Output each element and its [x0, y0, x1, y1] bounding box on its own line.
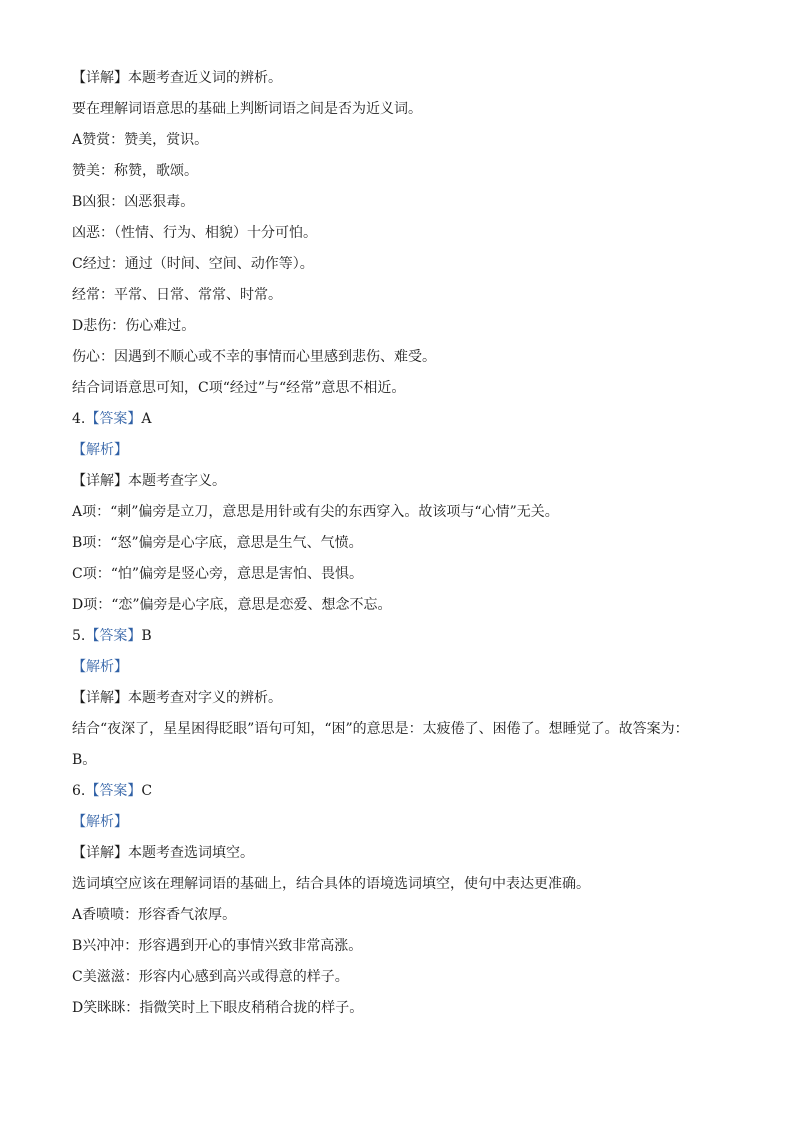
body-line: B兴冲冲：形容遇到开心的事情兴致非常高涨。: [72, 938, 363, 954]
detail-heading: 【详解】本题考查对字义的辨析。: [72, 690, 282, 706]
body-line: 结合“夜深了，星星困得眨眼”语句可知，“困”的意思是：太疲倦了、困倦了。想睡觉了。故答案为：: [72, 721, 689, 737]
analysis-tag: 【解析】: [72, 659, 128, 675]
analysis-tag: 【解析】: [72, 814, 128, 830]
document-page: [72, 63, 732, 1024]
body-line: 结合词语意思可知，C项“经过”与“经常”意思不相近。: [72, 380, 406, 396]
answer-tag: 【答案】: [85, 783, 142, 799]
body-line: A项：“刺”偏旁是立刀，意思是用针或有尖的东西穿入。故该项与“心情”无关。: [72, 504, 559, 520]
answer-value: A: [141, 411, 152, 427]
analysis-tag: 【解析】: [72, 442, 128, 458]
question-number: 4.: [72, 411, 86, 427]
body-line: A香喷喷：形容香气浓厚。: [72, 907, 237, 923]
body-line: D项：“恋”偏旁是心字底，意思是恋爱、想念不忘。: [72, 597, 392, 613]
body-line: A赞赏：赞美，赏识。: [72, 132, 209, 148]
body-line: 经常：平常、日常、常常、时常。: [72, 287, 282, 303]
detail-heading: 【详解】本题考查字义。: [72, 473, 226, 489]
detail-heading: 【详解】本题考查选词填空。: [72, 845, 254, 861]
body-line: 伤心：因遇到不顺心或不幸的事情而心里感到悲伤、难受。: [72, 349, 436, 365]
body-line: B项：“怒”偏旁是心字底，意思是生气、气愤。: [72, 535, 363, 551]
answer-value: C: [141, 783, 153, 799]
answer-line-q5: [72, 621, 732, 652]
question-number: 6.: [72, 783, 86, 799]
body-line: D悲伤：伤心难过。: [72, 318, 196, 334]
detail-heading: 【详解】本题考查近义词的辨析。: [72, 70, 282, 86]
body-line: B。: [72, 752, 97, 768]
body-line: 要在理解词语意思的基础上判断词语之间是否为近义词。: [72, 101, 422, 117]
answer-tag: 【答案】: [85, 411, 142, 427]
answer-tag: 【答案】: [85, 628, 142, 644]
question-number: 5.: [72, 628, 86, 644]
body-line: 赞美：称赞，歌颂。: [72, 163, 198, 179]
body-line: B凶狠：凶恶狠毒。: [72, 194, 195, 210]
body-line: 选词填空应该在理解词语的基础上，结合具体的语境选词填空，使句中表达更准确。: [72, 876, 590, 892]
body-line: C美滋滋：形容内心感到高兴或得意的样子。: [72, 969, 349, 985]
answer-line-q4: [72, 404, 732, 435]
answer-line-q6: [72, 776, 732, 807]
body-line: 凶恶：（性情、行为、相貌）十分可怕。: [72, 225, 317, 241]
body-line: D笑眯眯：指微笑时上下眼皮稍稍合拢的样子。: [72, 1000, 364, 1016]
answer-value: B: [141, 628, 152, 644]
body-line: C经过：通过（时间、空间、动作等）。: [72, 256, 314, 272]
body-line: C项：“怕”偏旁是竖心旁，意思是害怕、畏惧。: [72, 566, 364, 582]
